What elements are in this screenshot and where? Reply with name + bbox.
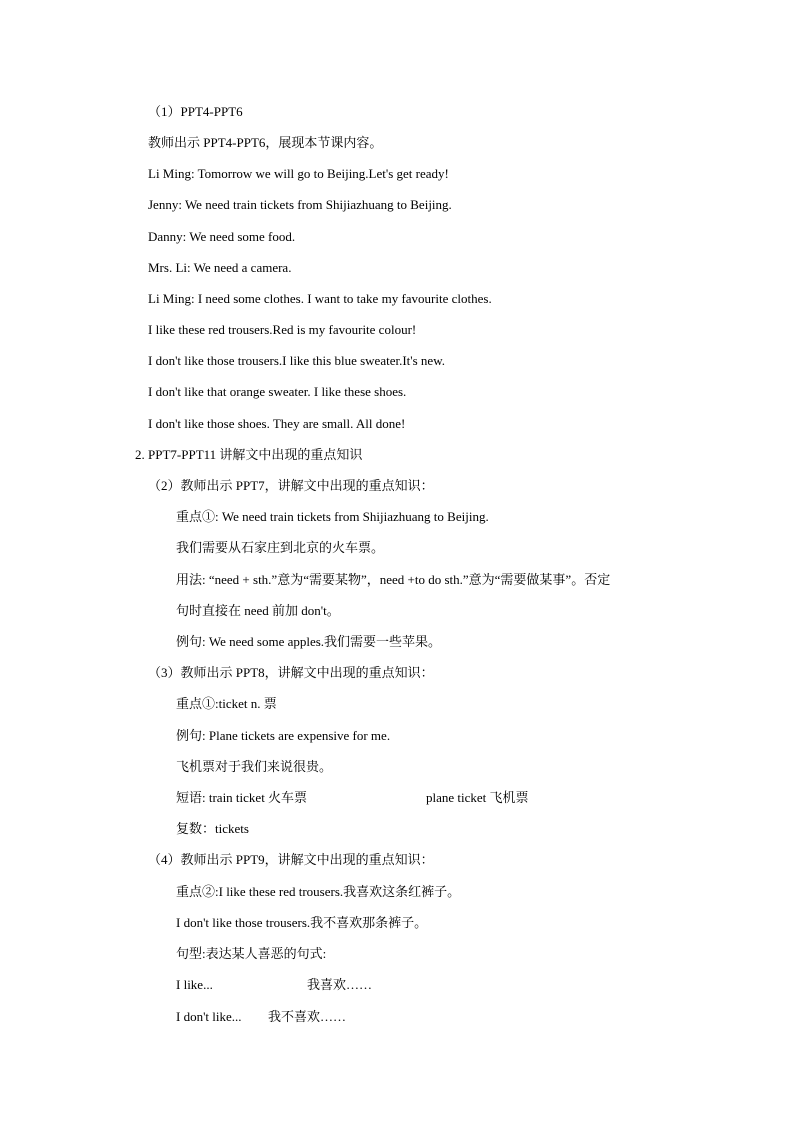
section-4-heading: （4）教师出示 PPT9，讲解文中出现的重点知识：: [148, 852, 434, 867]
section-2-usage-line-1: 用法: “need + sth.”意为“需要某物”，need +to do sth.”意为“需要做某事”。否定: [176, 572, 611, 587]
pattern-dislike-zh: 我不喜欢……: [268, 1009, 347, 1024]
dialogue-line-2: Jenny: We need train tickets from Shijiazhuang to Beijing.: [148, 197, 452, 212]
section-3-phrase-a: 短语: train ticket 火车票: [176, 790, 308, 805]
dialogue-line-1: Li Ming: Tomorrow we will go to Beijing.Let's get ready!: [148, 166, 449, 181]
dialogue-line-4: Mrs. Li: We need a camera.: [148, 260, 292, 275]
section-3-plural: 复数：tickets: [176, 821, 249, 836]
section-4-point: 重点②:I like these red trousers.我喜欢这条红裤子。: [176, 884, 461, 899]
section-3-phrase-b: plane ticket 飞机票: [426, 790, 529, 805]
section-4-sentence-2: I don't like those trousers.我不喜欢那条裤子。: [176, 915, 428, 930]
dialogue-line-9: I don't like those shoes. They are small. All done!: [148, 416, 406, 431]
dialogue-line-7: I don't like those trousers.I like this blue sweater.It's new.: [148, 353, 446, 368]
section-2-translation: 我们需要从石家庄到北京的火车票。: [176, 540, 385, 555]
section-3-example: 例句: Plane tickets are expensive for me.: [176, 728, 391, 743]
section-3-point: 重点①:ticket n. 票: [176, 696, 277, 711]
section-2-example: 例句: We need some apples.我们需要一些苹果。: [176, 634, 442, 649]
pattern-like-en: I like...: [176, 977, 213, 992]
dialogue-line-8: I don't like that orange sweater. I like these shoes.: [148, 384, 407, 399]
section-2-point: 重点①: We need train tickets from Shijiazhuang to Beijing.: [176, 509, 489, 524]
pattern-dislike-en: I don't like...: [176, 1009, 242, 1024]
dialogue-line-6: I like these red trousers.Red is my favourite colour!: [148, 322, 417, 337]
section-1-heading: （1）PPT4-PPT6: [148, 104, 243, 119]
section-4-pattern: 句型:表达某人喜恶的句式:: [176, 946, 327, 961]
dialogue-line-5: Li Ming: I need some clothes. I want to take my favourite clothes.: [148, 291, 492, 306]
section-3-example-translation: 飞机票对于我们来说很贵。: [176, 759, 333, 774]
section-2-usage-line-2: 句时直接在 need 前加 don't。: [176, 603, 340, 618]
section-2-heading: （2）教师出示 PPT7，讲解文中出现的重点知识：: [148, 478, 434, 493]
section-1-intro: 教师出示 PPT4-PPT6，展现本节课内容。: [148, 135, 383, 150]
pattern-like-zh: 我喜欢……: [307, 977, 373, 992]
section-3-heading: （3）教师出示 PPT8，讲解文中出现的重点知识：: [148, 665, 434, 680]
list-item-2: 2. PPT7-PPT11 讲解文中出现的重点知识: [135, 447, 363, 462]
dialogue-line-3: Danny: We need some food.: [148, 229, 296, 244]
